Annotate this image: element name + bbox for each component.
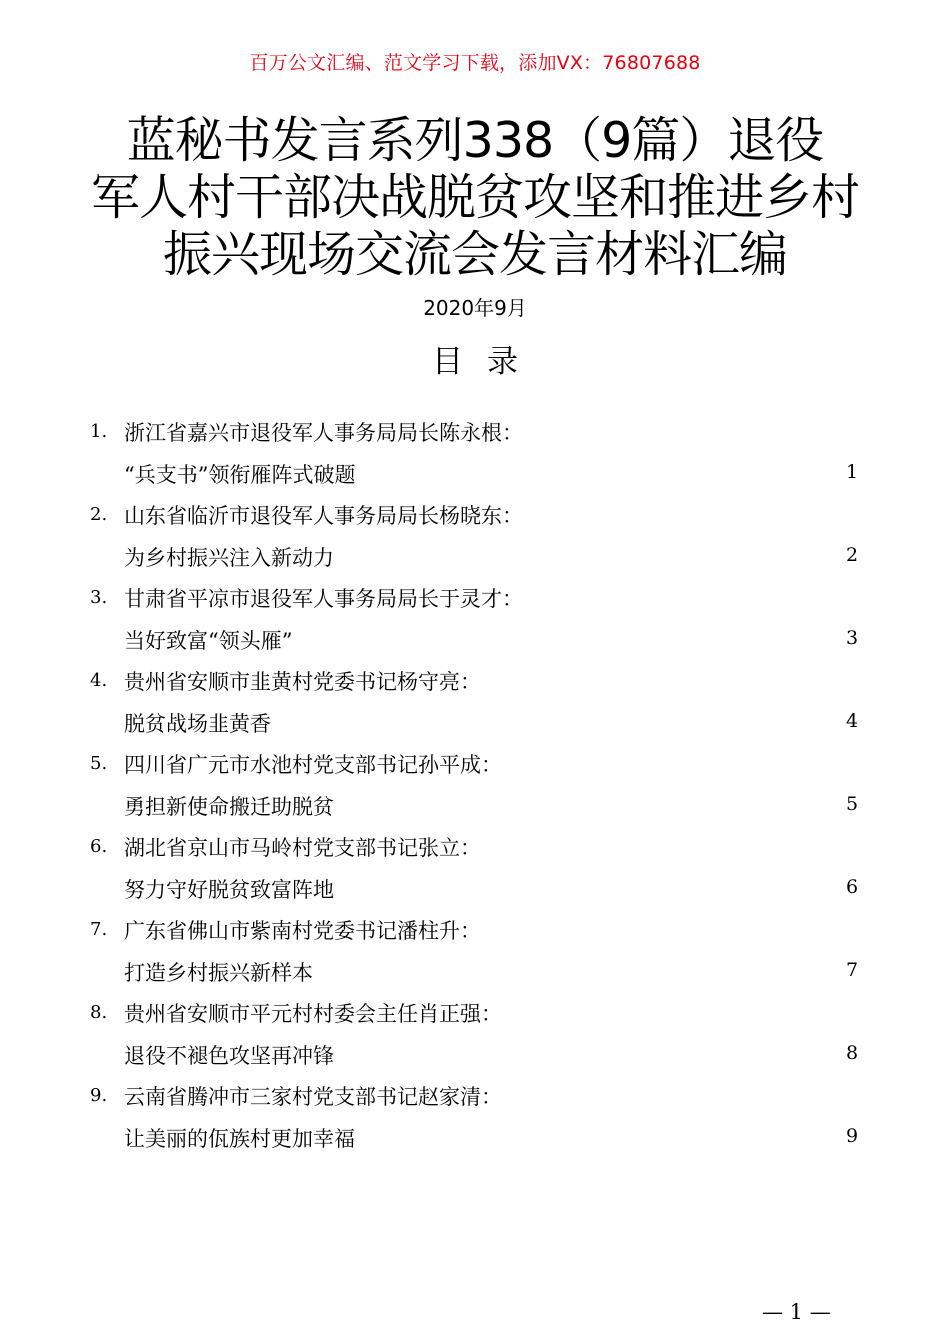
toc-item-speaker: 四川省广元市水池村党支部书记孙平成： [124,753,502,777]
toc-item-page: 1 [846,461,859,483]
toc-item-title: “兵支书”领衔雁阵式破题 [124,463,356,487]
toc-item-number: 3. [90,587,108,608]
toc-item-title: 脱贫战场韭黄香 [124,712,271,736]
toc-item-speaker: 浙江省嘉兴市退役军人事务局局长陈永根： [124,421,523,445]
toc-item-title: 努力守好脱贫致富阵地 [124,878,334,902]
toc-item-page: 7 [846,959,859,981]
toc-heading: 目录 [432,344,542,380]
toc-item-speaker: 云南省腾冲市三家村党支部书记赵家清： [124,1085,502,1109]
table-of-contents [0,417,950,1164]
toc-item-number: 2. [90,504,108,525]
toc-item-number: 4. [90,670,108,691]
toc-item-speaker: 贵州省安顺市韭黄村党委书记杨守亮： [124,670,481,694]
toc-item[interactable] [0,500,950,583]
toc-item-page: 5 [846,793,859,815]
toc-item[interactable] [0,998,950,1081]
title-line-1: 蓝秘书发言系列338（9篇）退役 [126,112,824,169]
toc-item[interactable] [0,417,950,500]
toc-item-page: 4 [846,710,859,732]
toc-item-page: 9 [846,1125,859,1147]
toc-item[interactable] [0,915,950,998]
toc-item-number: 6. [90,836,108,857]
toc-item[interactable] [0,749,950,832]
toc-item[interactable] [0,1081,950,1164]
title-line-3: 振兴现场交流会发言材料汇编 [162,226,787,283]
toc-item[interactable] [0,666,950,749]
toc-item-page: 8 [846,1042,859,1064]
toc-item[interactable] [0,583,950,666]
toc-item-title: 退役不褪色攻坚再冲锋 [124,1044,334,1068]
toc-item-title: 打造乡村振兴新样本 [124,961,313,985]
toc-item-page: 6 [846,876,859,898]
toc-item-speaker: 贵州省安顺市平元村村委会主任肖正强： [124,1002,502,1026]
title-line-2: 军人村干部决战脱贫攻坚和推进乡村 [90,169,859,226]
toc-item-title: 勇担新使命搬迁助脱贫 [124,795,334,819]
document-date: 2020年9月 [423,296,527,320]
toc-item-number: 9. [90,1085,108,1106]
toc-item-page: 2 [846,544,859,566]
toc-item-title: 为乡村振兴注入新动力 [124,546,334,570]
toc-item-speaker: 甘肃省平凉市退役军人事务局局长于灵才： [124,587,523,611]
toc-item-speaker: 山东省临沂市退役军人事务局局长杨晓东： [124,504,523,528]
toc-item-page: 3 [846,627,859,649]
page-number-footer: — 1 — [762,1300,831,1324]
document-title [60,112,890,283]
toc-item-number: 7. [90,919,108,940]
toc-item-speaker: 湖北省京山市马岭村党支部书记张立： [124,836,481,860]
toc-item-speaker: 广东省佛山市紫南村党委书记潘柱升： [124,919,481,943]
toc-item-number: 5. [90,753,108,774]
download-banner: 百万公文汇编、范文学习下载，添加VX：76807688 [249,52,701,74]
toc-item-number: 1. [90,421,108,442]
toc-item[interactable] [0,832,950,915]
toc-item-title: 让美丽的佤族村更加幸福 [124,1127,355,1151]
toc-item-number: 8. [90,1002,108,1023]
toc-item-title: 当好致富“领头雁” [124,629,293,653]
